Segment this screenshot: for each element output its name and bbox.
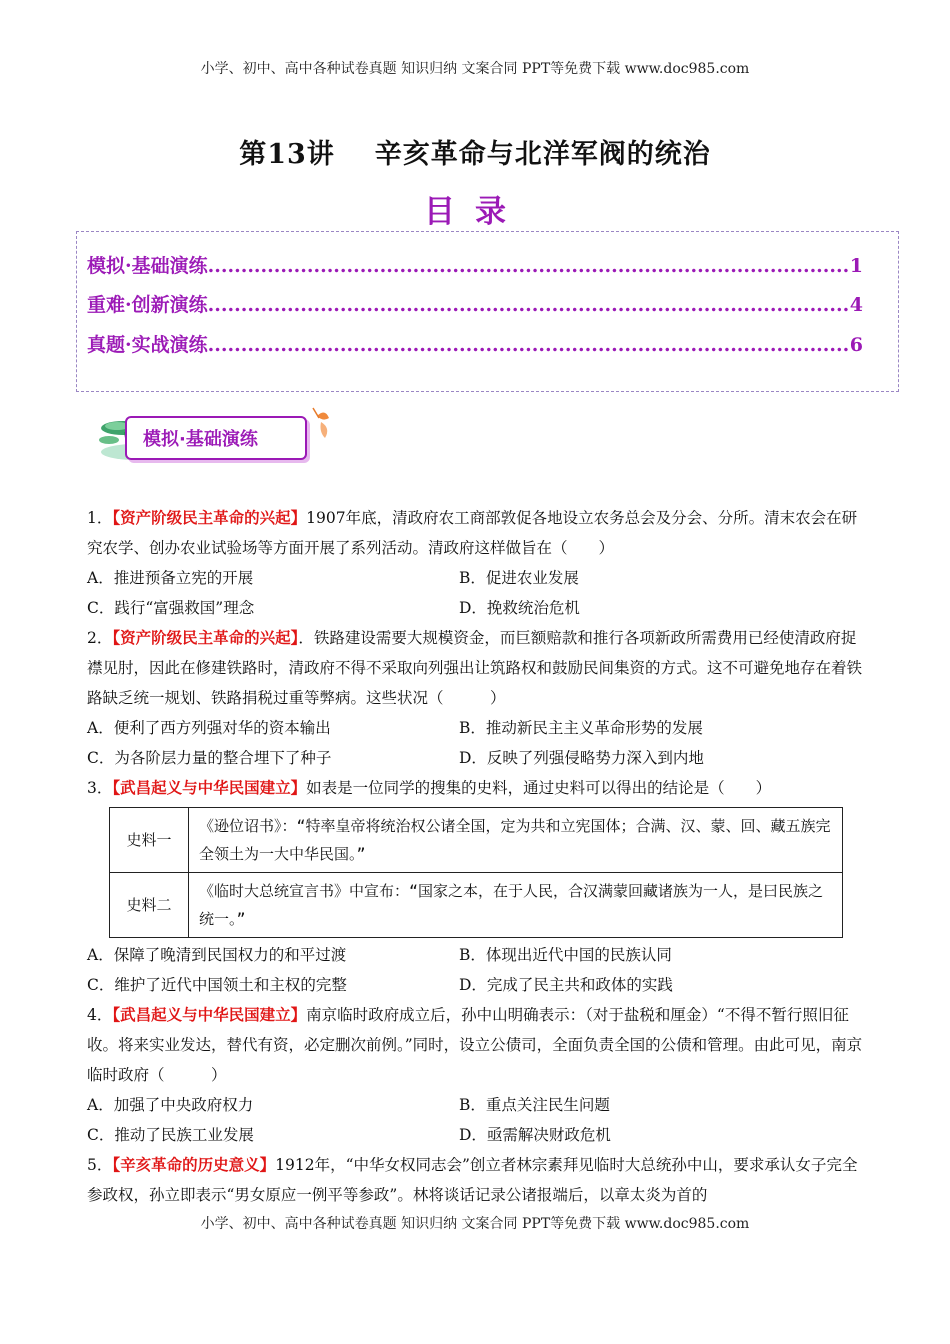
toc-item-page: 1 xyxy=(849,255,863,277)
option-a[interactable]: A．加强了中央政府权力 xyxy=(87,1096,254,1114)
page-footer: 小学、初中、高中各种试卷真题 知识归纳 文案合同 PPT等免费下载 www.doc985.com xyxy=(200,1216,750,1232)
option-c[interactable]: C．维护了近代中国领土和主权的完整 xyxy=(87,976,347,994)
page-header: 小学、初中、高中各种试卷真题 知识归纳 文案合同 PPT等免费下载 www.doc985.com xyxy=(200,61,750,77)
question-stem: 1907年底，清政府农工商部敦促各地设立农务总会及分会、分所。清末农会在研究农学、创办农业试验场等方面开展了系列活动。清政府这样做旨在（ ） xyxy=(87,509,858,557)
source-table xyxy=(109,807,843,938)
source-key: 史料二 xyxy=(110,873,189,938)
option-a[interactable]: A．便利了西方列强对华的资本输出 xyxy=(87,719,331,737)
lecture-topic: 辛亥革命与北洋军阀的统治 xyxy=(374,139,711,170)
question-5: 5．【辛亥革命的历史意义】1912年，“中华女权同志会”创立者林宗素拜见临时大总统孙中山，要求承认女子完全参政权，孙立即表示“男女原应一例平等参政”。林将谈话记录公诸报端后，以章太炎为首的 xyxy=(87,1155,858,1204)
question-stem: 南京临时政府成立后，孙中山明确表示：（对于盐税和厘金）“不得不暂行照旧征收。将来实业发达，替代有资，必定删次前例。”同时，设立公债司，全面负责全国的公债和管理。由此可见，南京临时政府（ ） xyxy=(87,1006,863,1084)
question-stem: ．铁路建设需要大规模资金，而巨额赔款和推行各项新政所需费用已经使清政府捉襟见肘，因此在修建铁路时，清政府不得不采取向列强出让筑路权和鼓励民间集资的方式。这不可避免地存在着铁路缺乏统一规划、铁路捐税过重等弊病。这些状况（ ） xyxy=(87,629,863,707)
toc-item-page: 4 xyxy=(849,294,863,316)
option-b[interactable]: B．推动新民主主义革命形势的发展 xyxy=(459,719,703,737)
option-c[interactable]: C．为各阶层力量的整合埋下了种子 xyxy=(87,749,332,767)
question-tag: 【辛亥革命的历史意义】 xyxy=(112,1155,276,1174)
question-tag: 【资产阶级民主革命的兴起】 xyxy=(112,508,307,527)
option-d[interactable]: D．亟需解决财政危机 xyxy=(459,1126,611,1144)
question-3-options xyxy=(87,940,865,1000)
question-4: 4．【武昌起义与中华民国建立】南京临时政府成立后，孙中山明确表示：（对于盐税和厘金）“不得不暂行照旧征收。将来实业发达，替代有资，必定删次前例。”同时，设立公债司，全面负责全国的公债和管理。由此可见，南京临时政府（ ） xyxy=(87,1005,863,1084)
toc-item-page: 6 xyxy=(849,334,863,356)
question-stem: 1912年，“中华女权同志会”创立者林宗素拜见临时大总统孙中山，要求承认女子完全参政权，孙立即表示“男女原应一例平等参政”。林将谈话记录公诸报端后，以章太炎为首的 xyxy=(87,1156,858,1204)
source-key: 史料一 xyxy=(110,808,189,873)
question-tag: 【资产阶级民主革命的兴起】 xyxy=(112,628,299,647)
option-b[interactable]: B．体现出近代中国的民族认同 xyxy=(459,946,672,964)
table-of-contents xyxy=(76,231,899,392)
toc-item-label: 模拟·基础演练 xyxy=(87,255,208,277)
option-b[interactable]: B．重点关注民生问题 xyxy=(459,1096,610,1114)
section-banner xyxy=(95,406,345,468)
source-text: 《逊位诏书》：“特率皇帝将统治权公诸全国，定为共和立宪国体；合满、汉、蒙、回、藏五族完全领土为一大中华民国。” xyxy=(189,808,843,873)
question-1-options xyxy=(87,563,865,623)
option-c[interactable]: C．践行“富强救国”理念 xyxy=(87,599,255,617)
question-4-options xyxy=(87,1090,865,1150)
table-row xyxy=(110,808,843,873)
question-tag: 【武昌起义与中华民国建立】 xyxy=(112,1005,307,1024)
toc-item-label: 真题·实战演练 xyxy=(87,334,208,356)
question-2: 2．【资产阶级民主革命的兴起】．铁路建设需要大规模资金，而巨额赔款和推行各项新政所需费用已经使清政府捉襟见肘，因此在修建铁路时，清政府不得不采取向列强出让筑路权和鼓励民间集资的方式。这不可避免地存在着铁路缺乏统一规划、铁路捐税过重等弊病。这些状况（ ） xyxy=(87,628,863,707)
toc-item[interactable] xyxy=(87,290,863,317)
question-tag: 【武昌起义与中华民国建立】 xyxy=(112,778,307,797)
question-stem: 如表是一位同学的搜集的史料，通过史料可以得出的结论是（ ） xyxy=(306,779,772,797)
option-d[interactable]: D．反映了列强侵略势力深入到内地 xyxy=(459,749,704,767)
option-c[interactable]: C．推动了民族工业发展 xyxy=(87,1126,254,1144)
question-list xyxy=(87,503,865,1210)
banner-label: 模拟·基础演练 xyxy=(143,429,258,450)
option-b[interactable]: B．促进农业发展 xyxy=(459,569,579,587)
question-3: 3．【武昌起义与中华民国建立】如表是一位同学的搜集的史料，通过史料可以得出的结论是（ ） xyxy=(87,778,772,797)
option-a[interactable]: A．保障了晚清到民国权力的和平过渡 xyxy=(87,946,347,964)
lecture-number: 第13讲 xyxy=(239,139,335,170)
option-d[interactable]: D．完成了民主共和政体的实践 xyxy=(459,976,673,994)
toc-item[interactable] xyxy=(87,330,863,357)
option-a[interactable]: A．推进预备立宪的开展 xyxy=(87,569,254,587)
toc-item-label: 重难·创新演练 xyxy=(87,294,208,316)
toc-heading: 目录 xyxy=(424,194,526,230)
page-title xyxy=(0,132,950,171)
question-1: 1．【资产阶级民主革命的兴起】1907年底，清政府农工商部敦促各地设立农务总会及分会、分所。清末农会在研究农学、创办农业试验场等方面开展了系列活动。清政府这样做旨在（ ） xyxy=(87,508,858,557)
toc-item[interactable] xyxy=(87,251,863,278)
option-d[interactable]: D．挽救统治危机 xyxy=(459,599,580,617)
source-text: 《临时大总统宣言书》中宣布：“国家之本，在于人民，合汉满蒙回藏诸族为一人，是曰民族之统一。” xyxy=(189,873,843,938)
table-row xyxy=(110,873,843,938)
question-2-options xyxy=(87,713,865,773)
